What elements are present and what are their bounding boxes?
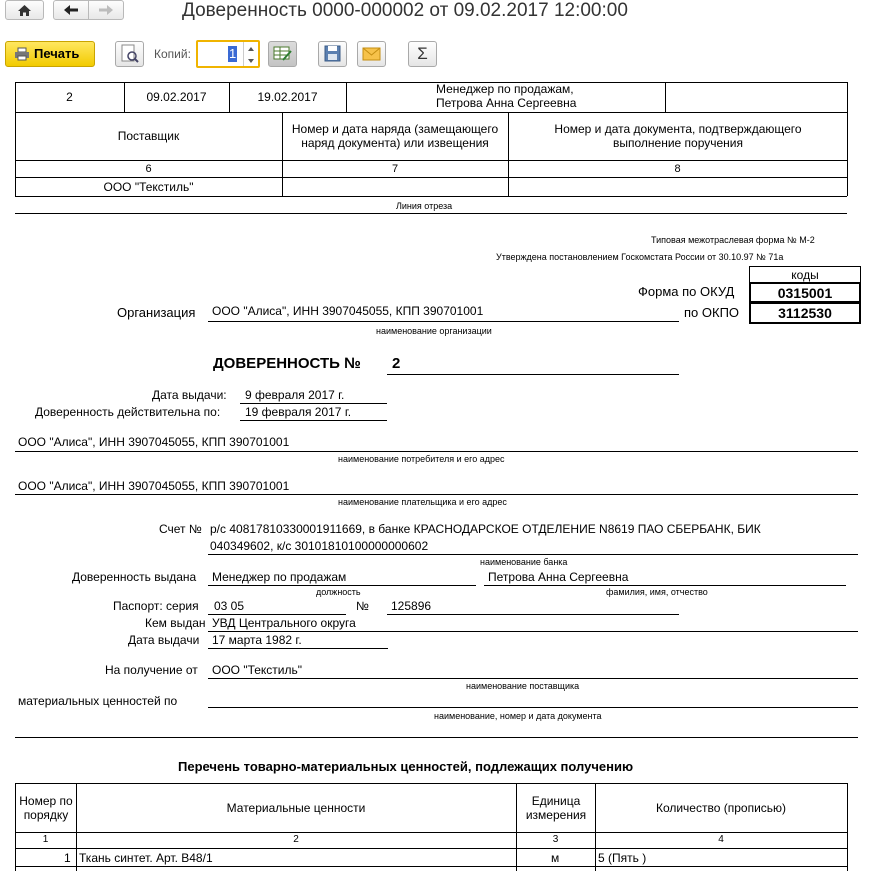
send-email-button[interactable] (357, 41, 386, 67)
supplier-cell: ООО "Текстиль" (103, 179, 194, 194)
consumer-value: ООО "Алиса", ИНН 3907045055, КПП 390701001 (18, 435, 290, 449)
manager-name: Петрова Анна Сергеевна (436, 96, 577, 110)
account-line2: 040349602, к/с 30101810100000000602 (210, 539, 429, 553)
column-header: Материальные ценности (226, 800, 366, 815)
sum-button[interactable] (408, 41, 437, 67)
chevron-down-icon (244, 55, 258, 67)
form-type-note: Типовая межотраслевая форма № М-2 (651, 235, 815, 245)
valid-until-label: Доверенность действительна по: (35, 405, 221, 419)
table-cell: 09.02.2017 (146, 90, 207, 104)
arrow-right-icon (89, 1, 123, 19)
forward-button[interactable] (88, 0, 124, 20)
column-header: Количество (прописью) (655, 800, 787, 815)
copies-label: Копий: (154, 47, 191, 61)
sigma-icon: Σ (417, 44, 428, 63)
supplier-caption: наименование поставщика (466, 681, 580, 691)
issued-to-label: Доверенность выдана (72, 570, 197, 584)
doc-title: ДОВЕРЕННОСТЬ № (213, 355, 361, 372)
save-button[interactable] (318, 41, 347, 67)
column-number: 2 (293, 834, 299, 845)
form-approval-note: Утверждена постановлением Госкомстата России от 30.10.97 № 71а (496, 252, 784, 262)
passport-number-label: № (356, 599, 369, 613)
column-header: Номер по порядку (19, 793, 73, 822)
passport-date-label: Дата выдачи (128, 633, 200, 647)
passport-date-value: 17 марта 1982 г. (212, 633, 302, 647)
issue-date-label: Дата выдачи: (152, 388, 227, 402)
position-value: Менеджер по продажам (212, 570, 347, 584)
passport-series-value: 03 05 (214, 599, 245, 613)
okud-code: 0315001 (749, 282, 861, 303)
person-value: Петрова Анна Сергеевна (488, 570, 629, 584)
printer-icon (14, 47, 30, 61)
cut-line-label: Линия отреза (396, 201, 453, 211)
table-cell: 2 (66, 90, 73, 104)
home-button[interactable] (5, 0, 44, 20)
document-caption: наименование, номер и дата документа (434, 711, 602, 721)
home-icon (6, 1, 43, 19)
consumer-caption: наименование потребителя и его адрес (338, 454, 505, 464)
edit-table-icon (269, 42, 296, 66)
person-caption: фамилия, имя, отчество (606, 587, 708, 597)
row-number: 1 (64, 851, 71, 865)
valid-until-value: 19 февраля 2017 г. (245, 405, 352, 419)
table-cell: 19.02.2017 (257, 90, 318, 104)
column-header: Единица измерения (525, 793, 587, 822)
codes-header: коды (749, 266, 861, 282)
column-number: 3 (552, 834, 559, 845)
copies-spin-down[interactable] (243, 54, 258, 66)
edit-button[interactable] (268, 41, 297, 67)
bank-caption: наименование банка (480, 557, 568, 567)
floppy-disk-icon (319, 42, 346, 66)
okpo-label: по ОКПО (684, 305, 740, 320)
print-button[interactable] (5, 41, 95, 67)
column-number: 6 (145, 162, 152, 175)
document-area (0, 82, 875, 871)
account-label: Счет № (159, 522, 202, 536)
arrow-left-icon (54, 1, 88, 19)
column-header: Номер и дата наряда (замещающего наряд документа) или извещения (291, 122, 499, 150)
organization-caption: наименование организации (376, 326, 492, 336)
envelope-icon (358, 42, 385, 66)
account-line1: р/с 40817810330001911669, в банке КРАСНОДАРСКОЕ ОТДЕЛЕНИЕ N8619 ПАО СБЕРБАНК, БИК (210, 522, 761, 536)
row-quantity: 5 (Пять ) (598, 851, 647, 865)
passport-number-value: 125896 (391, 599, 432, 613)
values-by-label: материальных ценностей по (18, 694, 178, 708)
column-header: Номер и дата документа, подтверждающего выполнение поручения (554, 122, 802, 150)
print-button-label: Печать (34, 46, 80, 61)
copies-input[interactable] (196, 40, 260, 68)
column-number: 7 (391, 162, 399, 175)
row-unit: м (551, 851, 560, 865)
payer-caption: наименование плательщика и его адрес (338, 497, 507, 507)
back-button[interactable] (53, 0, 89, 20)
receive-from-value: ООО "Текстиль" (212, 663, 303, 677)
column-number: 4 (718, 834, 724, 845)
position-caption: должность (316, 587, 361, 597)
copies-spin-up[interactable] (243, 42, 258, 54)
window-title: Доверенность 0000-000002 от 09.02.2017 12:00:00 (182, 0, 628, 21)
row-name: Ткань синтет. Арт. В48/1 (79, 851, 213, 865)
preview-button[interactable] (115, 41, 144, 67)
copies-value: 1 (229, 46, 237, 61)
issued-by-label: Кем выдан (145, 616, 206, 630)
list-title: Перечень товарно-материальных ценностей, подлежащих получению (178, 759, 634, 774)
payer-value: ООО "Алиса", ИНН 3907045055, КПП 390701001 (18, 479, 290, 493)
issue-date-value: 9 февраля 2017 г. (245, 388, 345, 402)
passport-series-label: Паспорт: серия (113, 599, 199, 613)
organization-label: Организация (117, 305, 196, 320)
doc-number: 2 (392, 355, 401, 372)
issued-by-value: УВД Центрального округа (212, 616, 356, 630)
column-number: 8 (674, 162, 681, 175)
okud-label: Форма по ОКУД (638, 284, 735, 299)
magnifier-icon (116, 42, 143, 66)
manager-position: Менеджер по продажам, (436, 82, 574, 96)
receive-from-label: На получение от (105, 663, 198, 677)
okpo-code: 3112530 (749, 302, 861, 324)
column-header: Поставщик (117, 129, 180, 143)
column-number: 1 (42, 834, 49, 845)
organization-value: ООО "Алиса", ИНН 3907045055, КПП 390701001 (212, 304, 484, 318)
